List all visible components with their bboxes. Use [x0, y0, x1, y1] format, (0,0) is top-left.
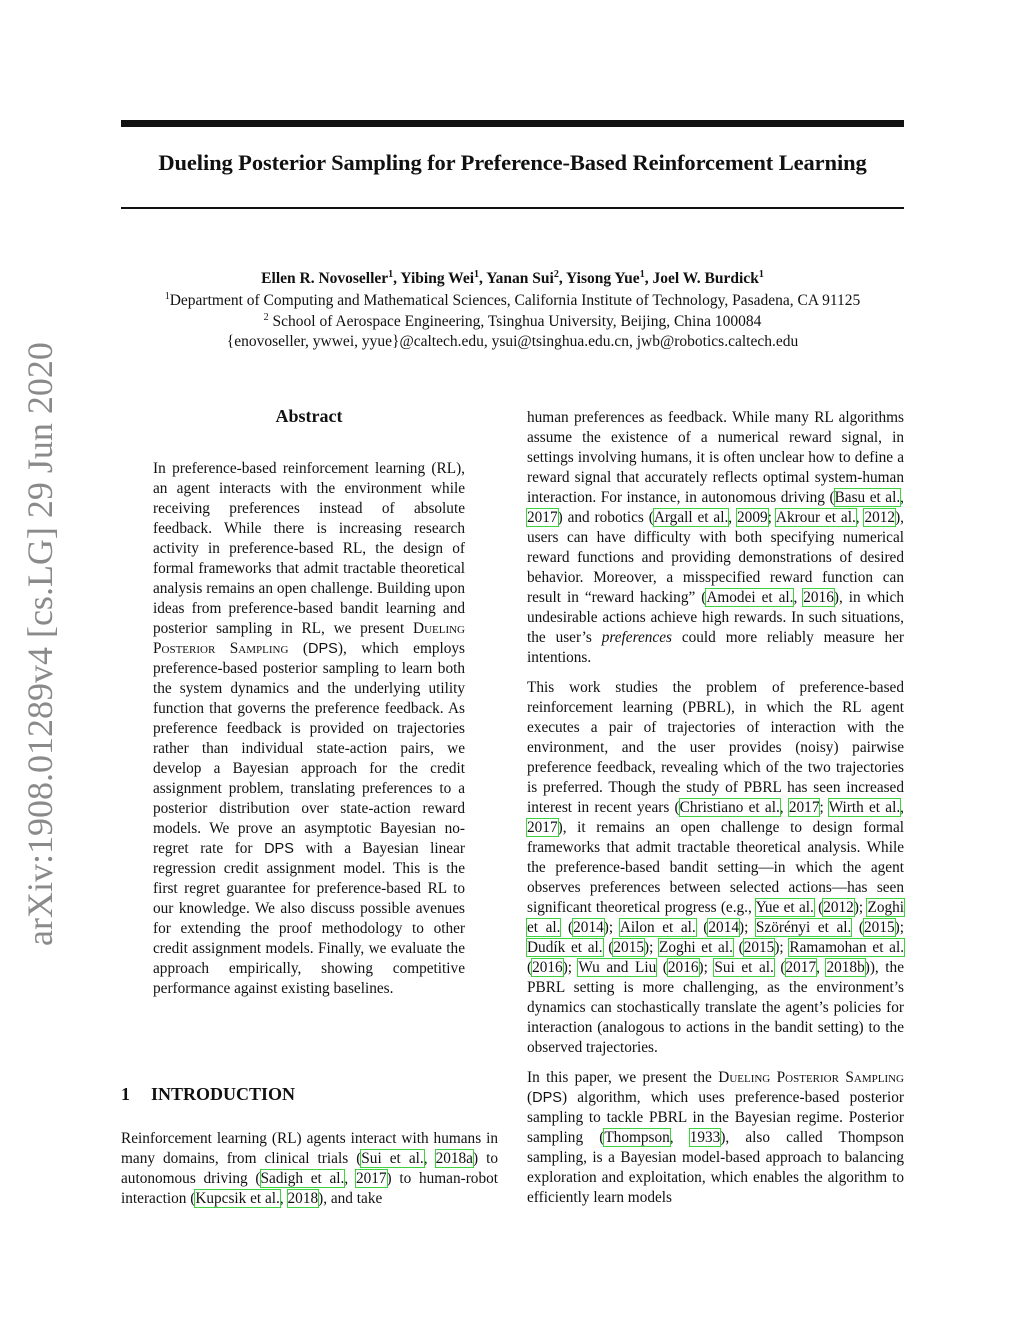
citation-link[interactable]: 2017: [355, 1170, 387, 1187]
citation-link[interactable]: 2016: [803, 589, 834, 606]
citation-link[interactable]: 2017: [785, 959, 817, 976]
citation-link[interactable]: Kupcsik et al.: [195, 1190, 280, 1207]
citation-link[interactable]: 2012: [864, 509, 896, 526]
author-name: Yibing Wei: [400, 270, 475, 287]
citation-link[interactable]: Wirth et al.: [828, 799, 901, 816]
section-title: INTRODUCTION: [151, 1084, 296, 1104]
dps-abbr: DPS: [532, 1090, 562, 1106]
col2-paragraph-1: human preferences as feedback. While many RL algorithms assume the existence of a numerical reward signal, in settings involving humans, it is often unclear how to define a reward signal that accurately reflects optimal system-human interaction. For instance, in autonomous driving (Basu et al., 2017) and robotics (Argall et al., 2009; Akrour et al., 2012), users can have difficulty with both specifying numerical reward functions and providing demonstrations of desired behavior. Moreover, a misspecified reward function can result in “reward hacking” (Amodei et al., 2016), in which undesirable actions achieve high rewards. In such situations, the user’s preferences could more reliably measure her intentions.: [527, 409, 904, 666]
paper-title: Dueling Posterior Sampling for Preference-Based Reinforcement Learning: [158, 150, 867, 175]
citation-link[interactable]: Wu and Liu: [578, 959, 657, 976]
dps-name: Dueling Posterior Sampling: [718, 1069, 904, 1086]
affiliation-text: School of Aerospace Engineering, Tsinghua University, Beijing, China 100084: [268, 313, 762, 330]
abstract-heading: Abstract: [275, 406, 343, 426]
citation-link[interactable]: Sadigh et al.: [260, 1170, 345, 1187]
author-affil-mark: 1: [758, 268, 764, 280]
citation-link[interactable]: 2016: [532, 959, 563, 976]
section-number: 1: [121, 1084, 130, 1104]
affiliation-mark: 2: [263, 311, 269, 323]
author-emails: {enovoseller, ywwei, yyue}@caltech.edu, ysui@tsinghua.edu.cn, jwb@robotics.caltech.edu: [226, 333, 799, 350]
citation-link[interactable]: 2015: [613, 939, 644, 956]
author-name: Ellen R. Novoseller: [261, 270, 389, 287]
citation-link[interactable]: 2009: [737, 509, 768, 526]
section-heading-introduction: [121, 1084, 295, 1105]
author-affil-mark: 1: [388, 268, 394, 280]
citation-link[interactable]: 2017: [527, 509, 558, 526]
citation-link[interactable]: Szörényi et al.: [755, 919, 852, 936]
intro-paragraph: Reinforcement learning (RL) agents interact with humans in many domains, from clinical trials (Sui et al., 2018a) to autonomous driving (Sadigh et al., 2017) to human-robot interaction (Kupcsik et al., 2018), and take: [121, 1130, 499, 1207]
citation-link[interactable]: 2018b: [826, 959, 865, 976]
affiliation-2: [100, 313, 925, 331]
author-affil-mark: 2: [553, 268, 559, 280]
author-affil-mark: 1: [639, 268, 645, 280]
citation-link[interactable]: Thompson: [604, 1129, 670, 1146]
affiliation-1: [100, 292, 925, 310]
col2-paragraph-2: This work studies the problem of preference-based reinforcement learning (PBRL), in which the RL agent executes a pair of trajectories of interaction with the environment, and the user provides (noisy) pairwise preference feedback, revealing which of the two trajectories is preferred. Though the study of PBRL has seen increased interest in recent years (Christiano et al., 2017; Wirth et al., 2017), it remains an open challenge to design formal frameworks that admit tractable theoretical analysis. While the preference-based bandit setting—in which the agent observes preferences between selected actions—has seen significant theoretical progress (e.g., Yue et al. (2012); Zoghi et al. (2014); Ailon et al. (2014); Szörényi et al. (2015); Dudík et al. (2015); Zoghi et al. (2015); Ramamohan et al. (2016); Wu and Liu (2016); Sui et al. (2017, 2018b)), the PBRL setting is more challenging, as the environment’s dynamics can stochastically translate the agent’s policies for interaction (analogous to actions in the bandit setting) to the observed trajectories.: [527, 679, 905, 1056]
citation-link[interactable]: 2018: [287, 1190, 319, 1207]
citation-link[interactable]: Sui et al.: [714, 959, 774, 976]
author-name: Yanan Sui: [486, 270, 554, 287]
citation-link[interactable]: Argall et al.: [653, 509, 729, 526]
citation-link[interactable]: Yue et al.: [755, 899, 814, 916]
col2-paragraph-3: In this paper, we present the Dueling Posterior Sampling (DPS) algorithm, which uses preference-based posterior sampling to tackle PBRL in the Bayesian regime. Posterior sampling (Thompson, 1933), also called Thompson sampling, is a Bayesian model-based approach to balancing exploration and exploitation, which enables the algorithm to efficiently learn models: [527, 1069, 904, 1206]
citation-link[interactable]: 2017: [788, 799, 820, 816]
citation-link[interactable]: Christiano et al.: [679, 799, 780, 816]
affiliation-mark: 1: [164, 290, 170, 302]
citation-link[interactable]: Sui et al.: [361, 1150, 424, 1167]
citation-link[interactable]: 1933: [689, 1129, 721, 1146]
citation-link[interactable]: Amodei et al.: [706, 589, 794, 606]
citation-link[interactable]: 2015: [743, 939, 775, 956]
citation-link[interactable]: Ramamohan et al.: [789, 939, 905, 956]
dps-abbr: DPS: [264, 841, 294, 857]
emphasis: preferences: [601, 629, 672, 646]
citation-link[interactable]: Basu et al.: [834, 489, 901, 506]
citation-link[interactable]: Ailon et al.: [619, 919, 696, 936]
author-list: Ellen R. Novoseller$^1$, Yibing Wei$^1$, Yanan Sui$^2$, Yisong Yue$^1$, Joel W. Burdick$^1$: [261, 268, 764, 287]
citation-link[interactable]: Zoghi et al.: [659, 939, 733, 956]
arxiv-stamp: arXiv:1908.01289v4 [cs.LG] 29 Jun 2020: [20, 342, 60, 946]
title-rule-bottom: [121, 207, 904, 209]
citation-link[interactable]: Zoghi et al.: [527, 899, 905, 936]
citation-link[interactable]: 2014: [573, 919, 604, 936]
author-name: Joel W. Burdick: [652, 270, 759, 287]
citation-link[interactable]: Akrour et al.: [775, 509, 856, 526]
citation-link[interactable]: 2015: [864, 919, 895, 936]
citation-link[interactable]: 2016: [667, 959, 699, 976]
dps-abbr: DPS: [308, 641, 338, 657]
dps-name: Dueling Posterior Sampling: [153, 620, 465, 657]
abstract-text: In preference-based reinforcement learning (RL), an agent interacts with the environment while receiving preferences instead of absolute feedback. While there is increasing research activity in preference-based RL, the design of formal frameworks that admit tractable theoretical analysis remains an open challenge. Building upon ideas from preference-based bandit learning and posterior sampling in RL, we present Dueling Posterior Sampling (DPS), which employs preference-based posterior sampling to learn both the system dynamics and the underlying utility function that governs the preference feedback. As preference feedback is provided on trajectories rather than individual state-action pairs, we develop a Bayesian approach for the credit assignment problem, translating preferences to a posterior distribution over state-action reward models. We prove an asymptotic Bayesian no-regret rate for DPS with a Bayesian linear regression credit assignment model. This is the first regret guarantee for preference-based RL to our knowledge. We also discuss possible avenues for extending the proof methodology to other credit assignment models. Finally, we evaluate the approach empirically, showing competitive performance against existing baselines.: [153, 460, 466, 997]
citation-link[interactable]: Dudík et al.: [527, 939, 603, 956]
citation-link[interactable]: 2012: [823, 899, 854, 916]
citation-link[interactable]: 2018a: [435, 1150, 473, 1167]
title-rule-top: [121, 120, 904, 127]
author-name: Yisong Yue: [566, 270, 640, 287]
author-affil-mark: 1: [474, 268, 480, 280]
citation-link[interactable]: 2014: [708, 919, 739, 936]
citation-link[interactable]: 2017: [527, 819, 558, 836]
affiliation-text: Department of Computing and Mathematical Sciences, California Institute of Technology, Pasadena, CA 91125: [169, 292, 861, 309]
